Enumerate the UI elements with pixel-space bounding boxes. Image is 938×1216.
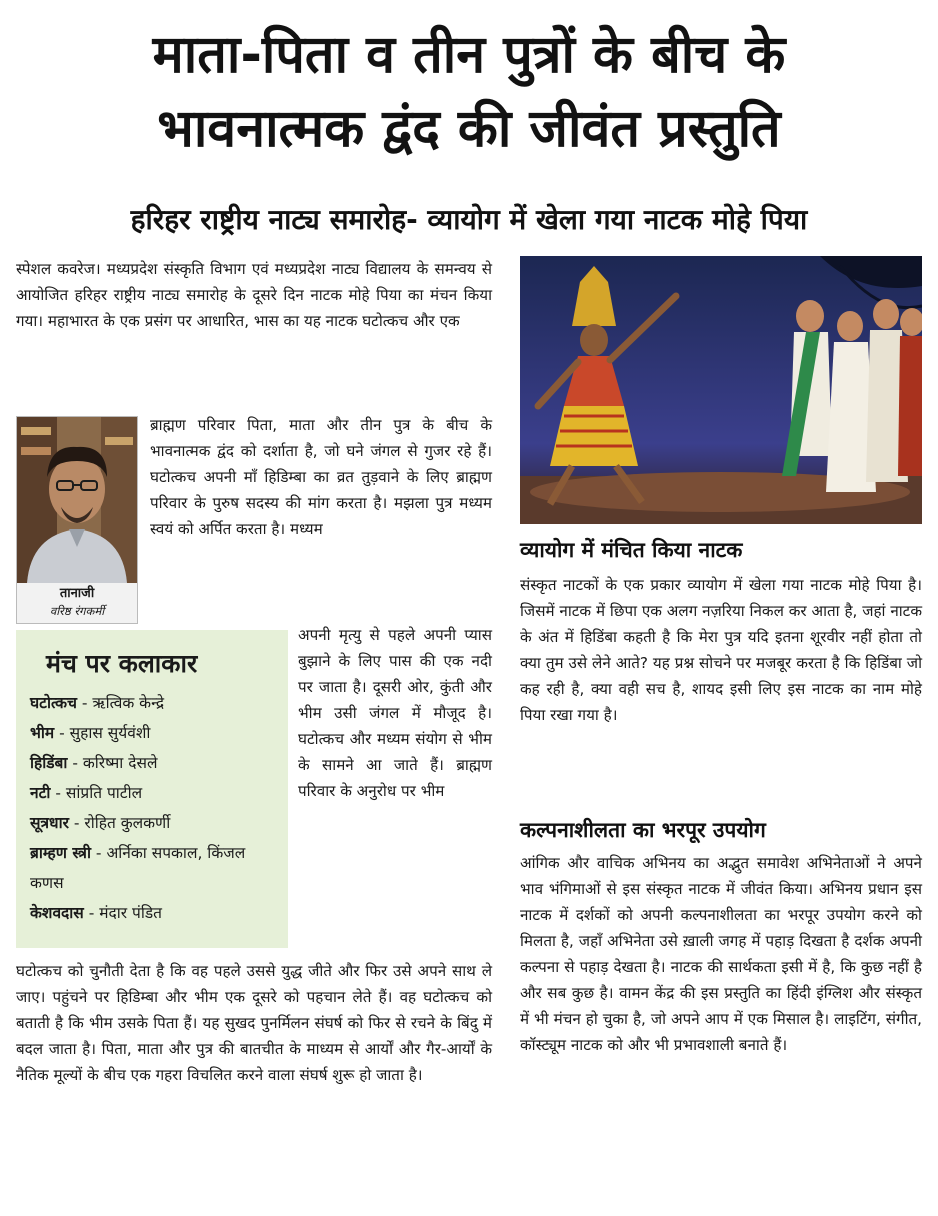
stage-photo xyxy=(520,256,922,524)
cast-role: ब्राम्हण स्त्री xyxy=(30,844,91,862)
cast-item: भीम - सुहास सुर्यवंशी xyxy=(30,724,151,742)
cast-actor: ऋत्विक केन्द्रे xyxy=(92,694,165,712)
cast-actor: अर्निका सपकाल, किंजल कणस xyxy=(30,844,246,892)
body-wrap-2 xyxy=(298,622,492,804)
cast-role: भीम xyxy=(30,724,55,742)
section-2-text: आंगिक और वाचिक अभिनय का अद्भुत समावेश अभिनेताओं ने अपने भाव भंगिमाओं से इस संस्कृत नाटक में जीवंत किया। अभिनय प्रधान इस नाटक में दर्शकों को अपनी कल्पनाशीलता का भरपूर उपयोग करने को मिलता है, जहाँ अभिनेता उसे ख़ाली जगह में पहाड़ दिखता है दर्शक अपनी कल्पना से पहाड़ देखता है। नाटक की सार्थकता इसी में है, कि कुछ नहीं है और सब कुछ है। वामन केंद्र की इस प्रस्तुति का हिंदी इंग्लिश और संस्कृत में भी मंचन हो चुका है, जो अपने आप में एक मिसाल है। लाइटिंग, संगीत, कॉस्ट्यूम नाटक को और भी प्रभावशाली बनाते हैं। xyxy=(520,854,922,1054)
cast-actor: सुहास सुर्यवंशी xyxy=(69,724,151,742)
cast-item: घटोत्कच - ऋत्विक केन्द्रे xyxy=(30,694,165,712)
intro-text: स्पेशल कवरेज। मध्यप्रदेश संस्कृति विभाग एवं मध्यप्रदेश नाट्य विद्यालय के समन्वय से आयोजित हरिहर राष्ट्रीय नाट्य समारोह के दूसरे दिन नाटक मोहे पिया का मंचन किया गया। महाभारत के एक प्रसंग पर आधारित, भास का यह नाटक घटोत्कच और एक xyxy=(16,260,492,330)
cast-actor: सांप्रति पाटील xyxy=(65,784,143,802)
cast-role: नटी xyxy=(30,784,51,802)
cast-actor: करिष्मा देसले xyxy=(82,754,158,772)
stage-performance-image xyxy=(520,256,922,524)
author-portrait-image xyxy=(17,417,137,583)
section-heading-1: व्यायोग में मंचित किया नाटक xyxy=(520,538,743,562)
cast-actor: मंदार पंडित xyxy=(99,904,162,922)
cast-role: सूत्रधार xyxy=(30,814,69,832)
cast-box xyxy=(16,630,288,948)
body-wrap-1 xyxy=(150,412,492,542)
cast-item: ब्राम्हण स्त्री - अर्निका सपकाल, किंजल कणस xyxy=(30,844,246,892)
cast-title: मंच पर कलाकार xyxy=(46,649,198,678)
cast-item: सूत्रधार - रोहित कुलकर्णी xyxy=(30,814,171,832)
cast-role: घटोत्कच xyxy=(30,694,77,712)
headline-line-2: भावनात्मक द्वंद की जीवंत प्रस्तुति xyxy=(157,99,781,159)
section-2-paragraph xyxy=(520,850,922,1058)
subheadline: हरिहर राष्ट्रीय नाट्य समारोह- व्यायोग में खेला गया नाटक मोहे पिया xyxy=(130,203,808,236)
author-caption xyxy=(17,585,137,619)
headline xyxy=(20,18,918,166)
cast-actor: रोहित कुलकर्णी xyxy=(84,814,171,832)
cast-item: हिडिंबा - करिष्मा देसले xyxy=(30,754,158,772)
cast-role: हिडिंबा xyxy=(30,754,68,772)
headline-line-1: माता-पिता व तीन पुत्रों के बीच के xyxy=(152,25,786,85)
cast-role: केशवदास xyxy=(30,904,84,922)
conclusion-text: घटोत्कच को चुनौती देता है कि वह पहले उससे युद्ध जीते और फिर उसे अपने साथ ले जाए। पहुंचने पर हिडिम्बा और भीम एक दूसरे को पहचान लेते हैं। वह घटोत्कच को बताती है कि भीम उसके पिता हैं। यह सुखद पुनर्मिलन संघर्ष को फिर से रचने के बिंदु में बदल जाता है। पिता, माता और पुत्र की बातचीत के माध्यम से आर्यों और गैर-आर्यों के नैतिक मूल्यों के बीच एक गहरा विचलित करने वाला संघर्ष शुरू हो जाता है। xyxy=(16,962,492,1084)
cast-item: केशवदास - मंदार पंडित xyxy=(30,904,162,922)
cast-item: नटी - सांप्रति पाटील xyxy=(30,784,143,802)
wrap-1-text: ब्राह्मण परिवार पिता, माता और तीन पुत्र के बीच के भावनात्मक द्वंद को दर्शाता है, जो घने जंगल से गुजर रहे हैं। घटोत्कच अपनी माँ हिडिम्बा का व्रत तुड़वाने के लिए ब्राह्मण परिवार के पुरुष सदस्य की मांग करता है। मझला पुत्र मध्यम स्वयं को अर्पित करता है। मध्यम xyxy=(150,416,492,538)
section-1-text: संस्कृत नाटकों के एक प्रकार व्यायोग में खेला गया नाटक मोहे पिया है। जिसमें नाटक में छिपा एक अलग नज़रिया निकल कर आता है, जहां नाटक के अंत में हिडिंबा कहती है कि मेरा पुत्र यदि इतना शूरवीर नहीं होता तो क्या तुम उसे लेने आते? यह प्रश्न सोचने पर मजबूर करता है कि हिडिंबा जो कह रही है, क्या वही सच है, शायद इसी लिए इस नाटक का नाम मोहे पिया रखा गया है। xyxy=(520,576,922,724)
intro-paragraph xyxy=(16,256,492,334)
author-name: तानाजी xyxy=(59,586,95,601)
conclusion-paragraph xyxy=(16,958,492,1088)
section-heading-2: कल्पनाशीलता का भरपूर उपयोग xyxy=(520,818,766,842)
section-1-paragraph xyxy=(520,572,922,728)
author-role: वरिष्ठ रंगकर्मी xyxy=(49,604,105,618)
author-photo xyxy=(16,416,138,624)
wrap-2-text: अपनी मृत्यु से पहले अपनी प्यास बुझाने के लिए पास की एक नदी पर जाता है। दूसरी ओर, कुंती और भीम उसी जंगल में मौजूद है। घटोत्कच और मध्यम संयोग से भीम के सामने आ जाते हैं। ब्राह्मण परिवार के अनुरोध पर भीम xyxy=(298,626,492,800)
